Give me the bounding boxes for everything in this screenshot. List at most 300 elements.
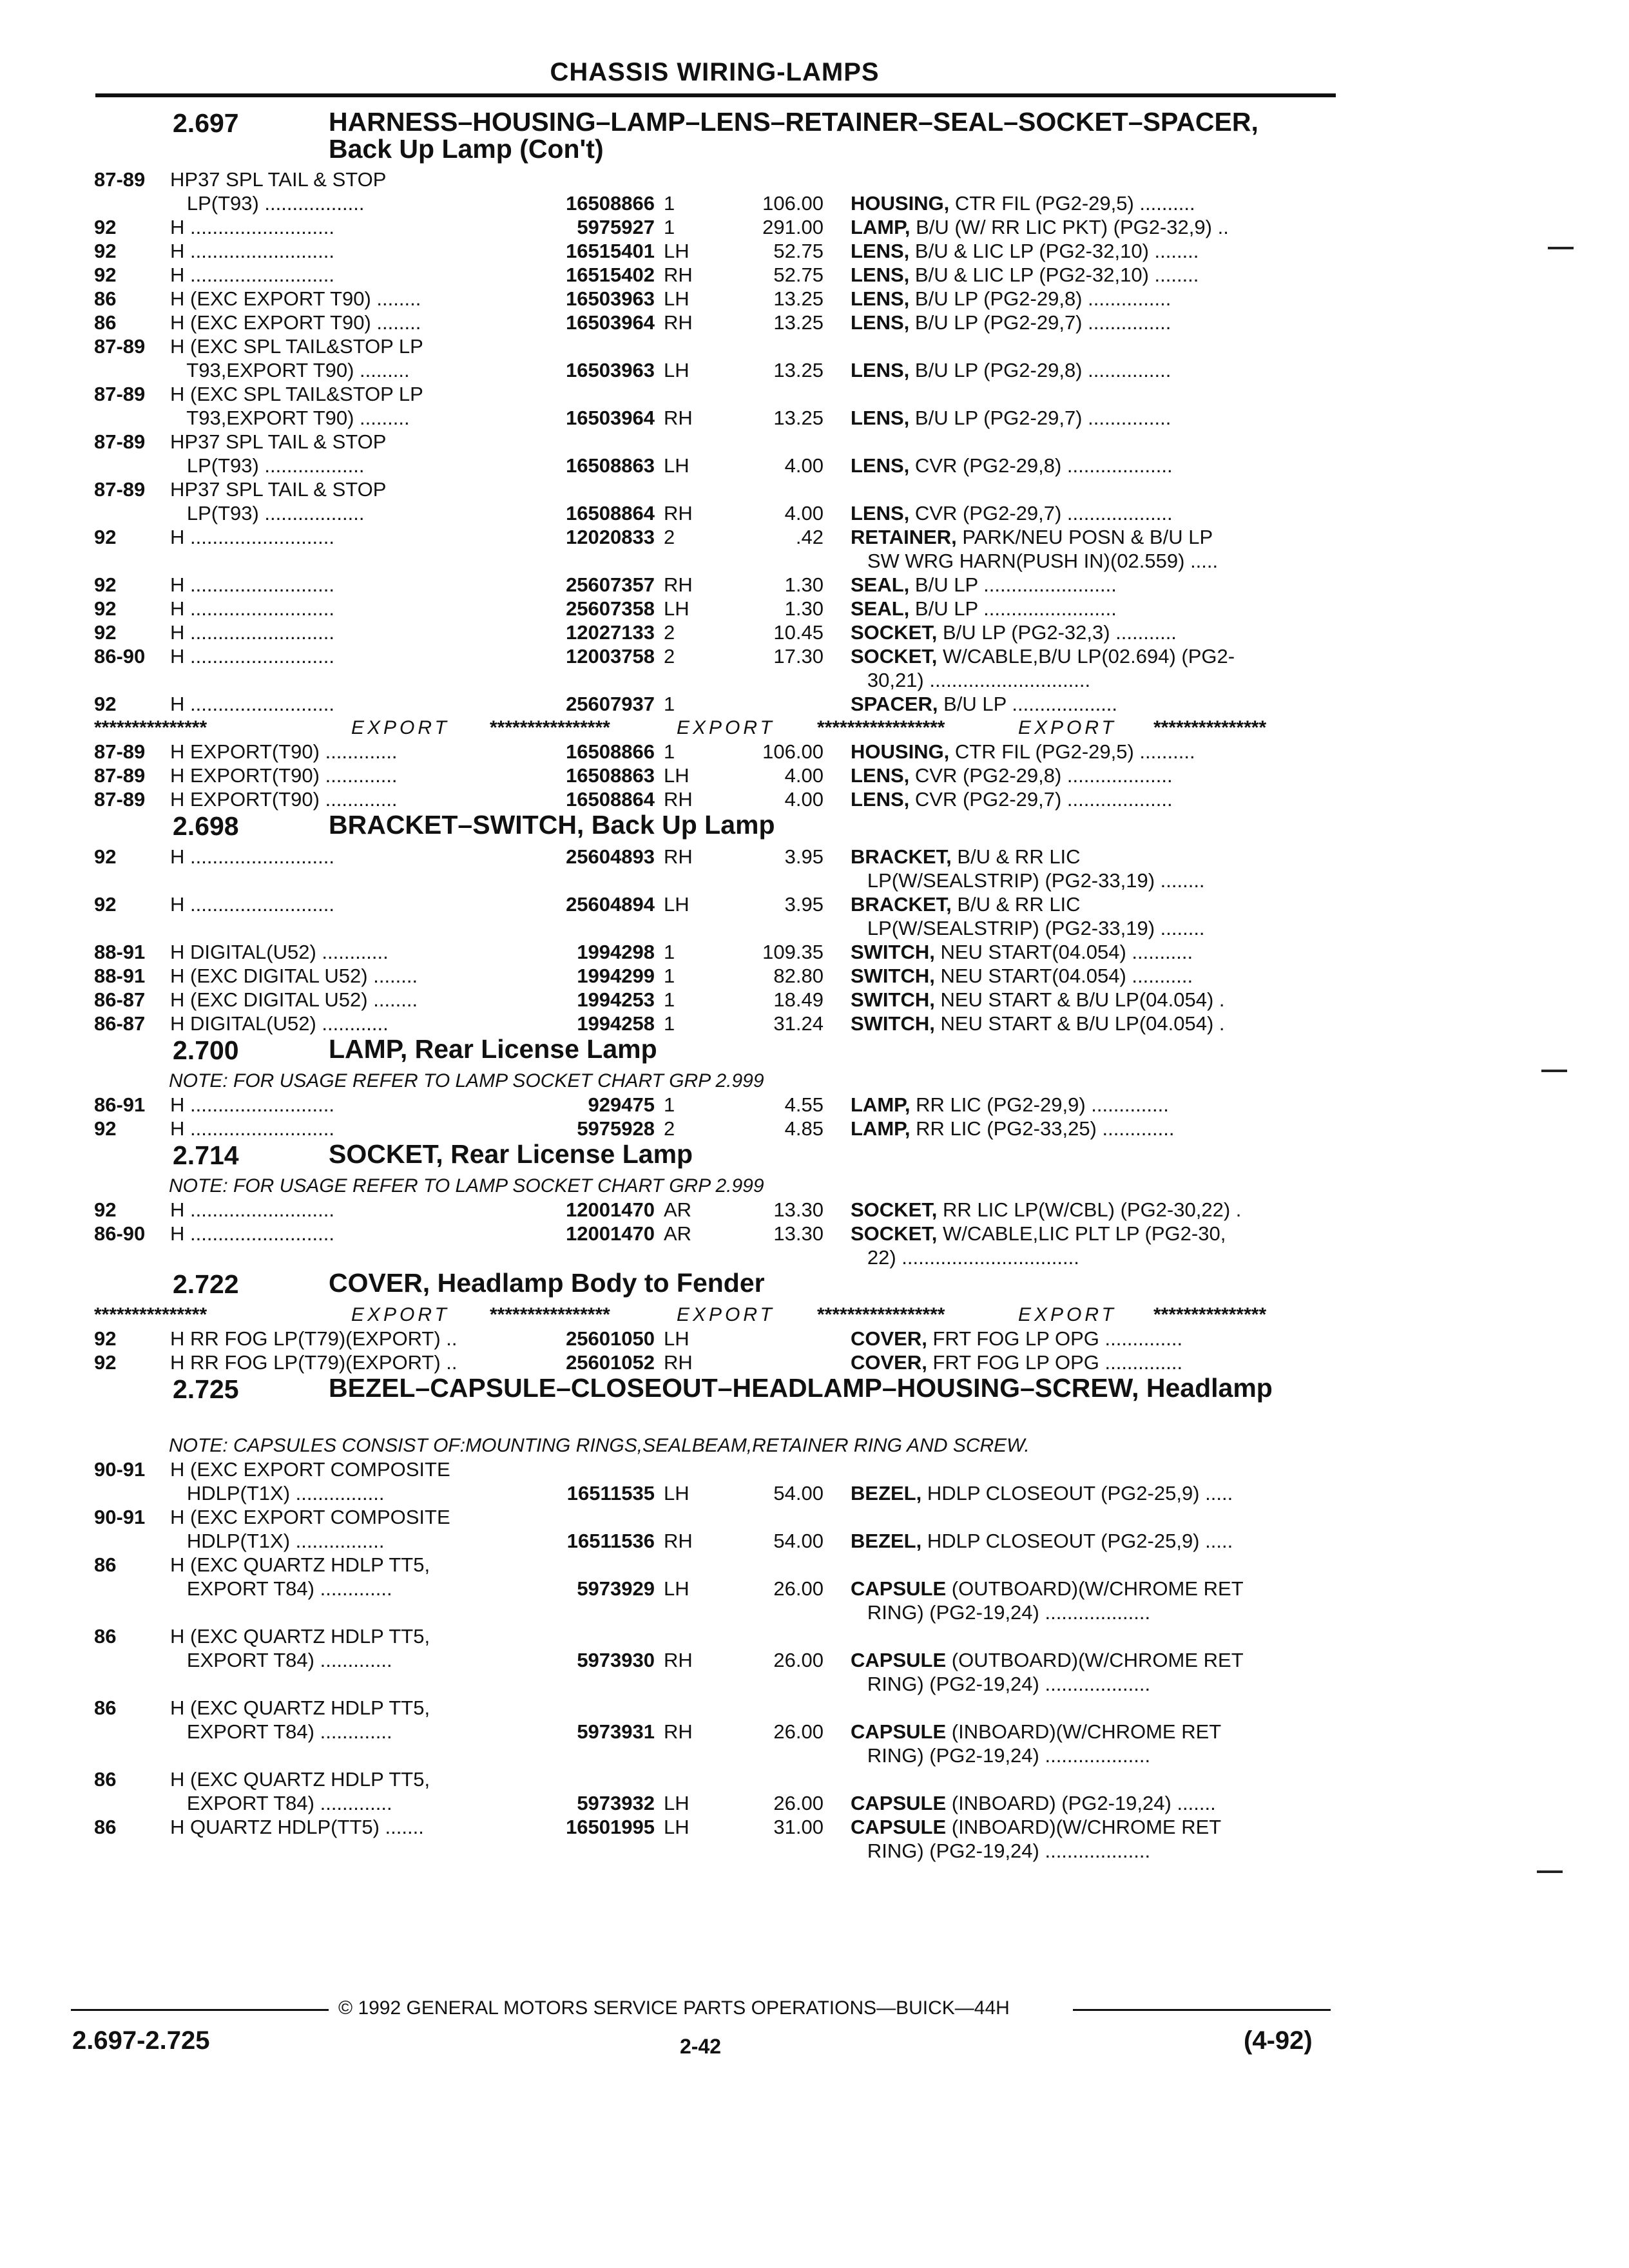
part-name-keyword: SWITCH, bbox=[851, 941, 935, 963]
quantity: 1 bbox=[664, 740, 675, 763]
model-years: 92 bbox=[94, 1198, 117, 1221]
part-row bbox=[0, 1117, 1629, 1140]
model-years: 92 bbox=[94, 240, 117, 262]
quantity: RH bbox=[664, 788, 693, 811]
part-name-detail: B/U (W/ RR LIC PKT) (PG2-32,9) .. bbox=[910, 216, 1229, 238]
part-row bbox=[0, 334, 1629, 382]
price: 1.30 bbox=[784, 597, 824, 620]
part-number: 1994253 bbox=[577, 988, 655, 1011]
part-name-detail: B/U LP (PG2-32,3) ........... bbox=[937, 621, 1177, 644]
part-name-detail: PARK/NEU POSN & B/U LP SW WRG HARN(PUSH IN)(02.559) ..... bbox=[867, 526, 1219, 572]
part-name-keyword: LAMP, bbox=[851, 1093, 911, 1116]
model-years: 86-91 bbox=[94, 1093, 146, 1116]
part-number: 16503963 bbox=[566, 359, 655, 381]
part-name-keyword: HOUSING, bbox=[851, 192, 950, 215]
part-name-detail: RR LIC (PG2-33,25) ............. bbox=[910, 1117, 1175, 1140]
price: 4.00 bbox=[784, 502, 824, 524]
part-number: 1994298 bbox=[577, 941, 655, 963]
part-row bbox=[0, 1350, 1629, 1374]
part-row bbox=[0, 764, 1629, 787]
model-years: 92 bbox=[94, 845, 117, 868]
part-name-detail: B/U LP (PG2-29,8) ............... bbox=[909, 359, 1171, 381]
part-name-keyword: LENS, bbox=[851, 264, 910, 286]
part-name-detail: (INBOARD) (PG2-19,24) ....... bbox=[946, 1792, 1216, 1814]
part-row bbox=[0, 525, 1629, 573]
price: 82.80 bbox=[773, 965, 824, 987]
usage-description: H EXPORT(T90) ............. bbox=[170, 764, 398, 787]
part-name-detail: W/CABLE,LIC PLT LP (PG2-30, 22) ................................ bbox=[867, 1222, 1226, 1269]
part-number: 5975928 bbox=[577, 1117, 655, 1140]
quantity: LH bbox=[664, 240, 689, 262]
part-name bbox=[851, 1198, 1327, 1222]
price: 26.00 bbox=[773, 1792, 824, 1814]
usage-description: H (EXC EXPORT COMPOSITE HDLP(T1X) ................ bbox=[170, 1458, 450, 1504]
part-name-detail: CVR (PG2-29,8) ................... bbox=[909, 454, 1173, 477]
usage-description: H .......................... bbox=[170, 1222, 334, 1245]
quantity: 1 bbox=[664, 988, 675, 1011]
part-name bbox=[851, 892, 1327, 940]
part-row bbox=[0, 573, 1629, 597]
part-row bbox=[0, 988, 1629, 1012]
part-name-keyword: LAMP, bbox=[851, 216, 911, 238]
part-name bbox=[851, 940, 1327, 964]
part-name-detail: NEU START & B/U LP(04.054) . bbox=[934, 988, 1225, 1011]
part-name-detail: B/U LP ........................ bbox=[909, 573, 1117, 596]
price: 1.30 bbox=[784, 573, 824, 596]
usage-description: H .......................... bbox=[170, 240, 334, 262]
part-name-detail: B/U & RR LIC LP(W/SEALSTRIP) (PG2-33,19) ........ bbox=[867, 893, 1205, 939]
part-name-keyword: CAPSULE bbox=[851, 1792, 947, 1814]
section-heading bbox=[0, 1374, 1629, 1434]
part-name-keyword: LAMP, bbox=[851, 1117, 911, 1140]
usage-description: H RR FOG LP(T79)(EXPORT) .. bbox=[170, 1351, 458, 1374]
part-number: 16508864 bbox=[566, 788, 655, 811]
part-number: 16511535 bbox=[566, 1482, 655, 1504]
part-name-keyword: SWITCH, bbox=[851, 965, 935, 987]
price: 54.00 bbox=[773, 1530, 824, 1552]
part-number: 12027133 bbox=[566, 621, 655, 644]
part-name-detail: RR LIC (PG2-29,9) .............. bbox=[910, 1093, 1169, 1116]
usage-note: NOTE: FOR USAGE REFER TO LAMP SOCKET CHART GRP 2.999 bbox=[169, 1070, 764, 1091]
model-years: 86-90 bbox=[94, 1222, 146, 1245]
part-name-keyword: SWITCH, bbox=[851, 988, 935, 1011]
part-number: 5975927 bbox=[577, 216, 655, 238]
footer-page-number: 2-42 bbox=[680, 2035, 722, 2058]
model-years: 90-91 bbox=[94, 1458, 146, 1481]
part-row bbox=[0, 740, 1629, 764]
part-number: 12020833 bbox=[566, 526, 655, 548]
quantity: RH bbox=[664, 1530, 693, 1552]
part-number: 25604894 bbox=[566, 893, 655, 916]
export-divider bbox=[0, 1303, 1629, 1327]
price: 13.30 bbox=[773, 1222, 824, 1245]
title-rule bbox=[95, 93, 1336, 97]
quantity: 1 bbox=[664, 693, 675, 715]
export-stars: **************** bbox=[490, 717, 610, 738]
part-name bbox=[851, 406, 1327, 430]
model-years: 86-87 bbox=[94, 1012, 146, 1035]
part-name-detail: NEU START(04.054) ........... bbox=[934, 941, 1193, 963]
model-years: 92 bbox=[94, 893, 117, 916]
model-years: 86 bbox=[94, 1553, 117, 1576]
part-name bbox=[851, 692, 1327, 716]
export-label: EXPORT bbox=[677, 717, 775, 738]
section-title: HARNESS–HOUSING–LAMP–LENS–RETAINER–SEAL–SOCKET–SPACER, Back Up Lamp (Con't) bbox=[329, 107, 1258, 164]
quantity: LH bbox=[664, 1327, 689, 1350]
usage-description: H .......................... bbox=[170, 1198, 334, 1221]
price: 18.49 bbox=[773, 988, 824, 1011]
model-years: 92 bbox=[94, 1117, 117, 1140]
part-row bbox=[0, 1198, 1629, 1222]
part-name bbox=[851, 573, 1327, 597]
part-name bbox=[851, 1012, 1327, 1035]
part-name-detail: CTR FIL (PG2-29,5) .......... bbox=[949, 740, 1195, 763]
section-heading bbox=[0, 1269, 1629, 1303]
model-years: 86-87 bbox=[94, 988, 146, 1011]
part-name bbox=[851, 501, 1327, 525]
export-stars: ***************** bbox=[817, 717, 945, 738]
part-row bbox=[0, 1222, 1629, 1269]
usage-description: HP37 SPL TAIL & STOP LP(T93) .................. bbox=[170, 478, 387, 524]
part-name bbox=[851, 1815, 1327, 1863]
part-row bbox=[0, 1815, 1629, 1863]
section-number: 2.714 bbox=[173, 1140, 239, 1170]
part-name bbox=[851, 215, 1327, 239]
section-title: SOCKET, Rear License Lamp bbox=[329, 1139, 693, 1169]
model-years: 90-91 bbox=[94, 1506, 146, 1528]
part-name-keyword: LENS, bbox=[851, 788, 910, 811]
quantity: RH bbox=[664, 573, 693, 596]
usage-description: HP37 SPL TAIL & STOP LP(T93) .................. bbox=[170, 430, 387, 477]
margin-mark bbox=[1541, 1070, 1567, 1072]
part-name-keyword: LENS, bbox=[851, 311, 910, 334]
part-name-keyword: CAPSULE bbox=[851, 1720, 947, 1743]
part-number: 16508863 bbox=[566, 454, 655, 477]
part-number: 5973930 bbox=[577, 1649, 655, 1671]
part-name-keyword: RETAINER, bbox=[851, 526, 957, 548]
part-number: 16503963 bbox=[566, 287, 655, 310]
part-name-keyword: LENS, bbox=[851, 502, 910, 524]
part-name-keyword: LENS, bbox=[851, 359, 910, 381]
quantity: RH bbox=[664, 264, 693, 286]
part-number: 25607357 bbox=[566, 573, 655, 596]
price: 13.30 bbox=[773, 1198, 824, 1221]
export-label: EXPORT bbox=[1018, 717, 1117, 738]
part-row bbox=[0, 239, 1629, 263]
quantity: 2 bbox=[664, 621, 675, 644]
part-name-detail: (INBOARD)(W/CHROME RET RING) (PG2-19,24) ................... bbox=[867, 1816, 1222, 1862]
part-name bbox=[851, 988, 1327, 1012]
part-name-keyword: COVER, bbox=[851, 1327, 927, 1350]
part-name-keyword: LENS, bbox=[851, 454, 910, 477]
model-years: 86 bbox=[94, 287, 117, 310]
part-row bbox=[0, 477, 1629, 525]
model-years: 86 bbox=[94, 1816, 117, 1838]
section-number: 2.725 bbox=[173, 1374, 239, 1404]
part-number: 16503964 bbox=[566, 407, 655, 429]
model-years: 88-91 bbox=[94, 965, 146, 987]
usage-description: HP37 SPL TAIL & STOP LP(T93) .................. bbox=[170, 168, 387, 215]
price: 3.95 bbox=[784, 845, 824, 868]
part-number: 25607358 bbox=[566, 597, 655, 620]
price: 4.85 bbox=[784, 1117, 824, 1140]
part-name-keyword: CAPSULE bbox=[851, 1577, 947, 1600]
usage-description: H .......................... bbox=[170, 693, 334, 715]
part-row bbox=[0, 215, 1629, 239]
section-title: BRACKET–SWITCH, Back Up Lamp bbox=[329, 810, 775, 840]
model-years: 87-89 bbox=[94, 383, 146, 405]
model-years: 92 bbox=[94, 1327, 117, 1350]
part-name-detail: B/U LP ................... bbox=[938, 693, 1118, 715]
model-years: 86 bbox=[94, 1696, 117, 1719]
part-row bbox=[0, 1767, 1629, 1815]
part-number: 1994299 bbox=[577, 965, 655, 987]
price: 4.55 bbox=[784, 1093, 824, 1116]
part-number: 929475 bbox=[588, 1093, 655, 1116]
usage-description: H (EXC DIGITAL U52) ........ bbox=[170, 965, 418, 987]
section-number: 2.722 bbox=[173, 1269, 239, 1299]
quantity: RH bbox=[664, 845, 693, 868]
part-name bbox=[851, 454, 1327, 477]
part-name bbox=[851, 311, 1327, 334]
part-number: 12003758 bbox=[566, 645, 655, 668]
part-name-keyword: HOUSING, bbox=[851, 740, 950, 763]
part-number: 5973932 bbox=[577, 1792, 655, 1814]
quantity: LH bbox=[664, 1482, 689, 1504]
usage-description: H RR FOG LP(T79)(EXPORT) .. bbox=[170, 1327, 458, 1350]
quantity: LH bbox=[664, 893, 689, 916]
part-number: 25601052 bbox=[566, 1351, 655, 1374]
section-heading bbox=[0, 1035, 1629, 1069]
part-name bbox=[851, 1222, 1327, 1269]
model-years: 87-89 bbox=[94, 478, 146, 501]
export-stars: *************** bbox=[1153, 717, 1267, 738]
usage-note: NOTE: FOR USAGE REFER TO LAMP SOCKET CHART GRP 2.999 bbox=[169, 1175, 764, 1196]
part-number: 16501995 bbox=[566, 1816, 655, 1838]
price: 106.00 bbox=[762, 740, 824, 763]
part-number: 16511536 bbox=[566, 1530, 655, 1552]
quantity: 2 bbox=[664, 645, 675, 668]
model-years: 92 bbox=[94, 597, 117, 620]
model-years: 87-89 bbox=[94, 168, 146, 191]
part-name-keyword: COVER, bbox=[851, 1351, 927, 1374]
usage-description: H (EXC EXPORT T90) ........ bbox=[170, 287, 421, 310]
quantity: RH bbox=[664, 1351, 693, 1374]
quantity: 1 bbox=[664, 1012, 675, 1035]
part-name-detail: B/U LP (PG2-29,7) ............... bbox=[909, 407, 1171, 429]
export-stars: *************** bbox=[1153, 1304, 1267, 1325]
part-name-detail: B/U LP ........................ bbox=[909, 597, 1117, 620]
part-name-detail: NEU START & B/U LP(04.054) . bbox=[934, 1012, 1225, 1035]
part-row bbox=[0, 692, 1629, 716]
quantity: LH bbox=[664, 597, 689, 620]
quantity: AR bbox=[664, 1222, 692, 1245]
section-title: COVER, Headlamp Body to Fender bbox=[329, 1268, 765, 1298]
part-name-detail: RR LIC LP(W/CBL) (PG2-30,22) . bbox=[937, 1198, 1242, 1221]
usage-description: H .......................... bbox=[170, 216, 334, 238]
usage-description: H QUARTZ HDLP(TT5) ....... bbox=[170, 1816, 424, 1838]
usage-description: H (EXC DIGITAL U52) ........ bbox=[170, 988, 418, 1011]
part-row bbox=[0, 263, 1629, 287]
export-label: EXPORT bbox=[677, 1304, 775, 1325]
price: 109.35 bbox=[762, 941, 824, 963]
part-name bbox=[851, 964, 1327, 988]
model-years: 92 bbox=[94, 264, 117, 286]
part-name bbox=[851, 787, 1327, 811]
usage-description: H (EXC QUARTZ HDLP TT5, EXPORT T84) ............. bbox=[170, 1553, 430, 1600]
quantity: RH bbox=[664, 407, 693, 429]
part-name-keyword: CAPSULE bbox=[851, 1649, 947, 1671]
quantity: LH bbox=[664, 1816, 689, 1838]
quantity: 1 bbox=[664, 1093, 675, 1116]
price: 4.00 bbox=[784, 764, 824, 787]
part-number: 16508866 bbox=[566, 192, 655, 215]
part-row bbox=[0, 964, 1629, 988]
part-name bbox=[851, 1720, 1327, 1767]
part-name-detail: B/U & LIC LP (PG2-32,10) ........ bbox=[909, 264, 1199, 286]
part-name-detail: CVR (PG2-29,7) ................... bbox=[909, 502, 1173, 524]
price: 17.30 bbox=[773, 645, 824, 668]
usage-description: H .......................... bbox=[170, 845, 334, 868]
quantity: 1 bbox=[664, 941, 675, 963]
part-name-keyword: BRACKET, bbox=[851, 893, 952, 916]
part-name-keyword: BEZEL, bbox=[851, 1530, 922, 1552]
part-name-detail: FRT FOG LP OPG .............. bbox=[927, 1351, 1183, 1374]
export-stars: **************** bbox=[490, 1304, 610, 1325]
part-number: 5973929 bbox=[577, 1577, 655, 1600]
price: 13.25 bbox=[773, 359, 824, 381]
part-name bbox=[851, 1791, 1327, 1815]
export-stars: *************** bbox=[94, 1304, 207, 1325]
export-label: EXPORT bbox=[351, 1304, 450, 1325]
part-number: 16508866 bbox=[566, 740, 655, 763]
part-number: 5973931 bbox=[577, 1720, 655, 1743]
section-heading bbox=[0, 108, 1629, 168]
part-row bbox=[0, 1553, 1629, 1624]
model-years: 92 bbox=[94, 693, 117, 715]
part-name-detail: FRT FOG LP OPG .............. bbox=[927, 1327, 1183, 1350]
price: 31.24 bbox=[773, 1012, 824, 1035]
model-years: 87-89 bbox=[94, 740, 146, 763]
part-name-keyword: SWITCH, bbox=[851, 1012, 935, 1035]
model-years: 86 bbox=[94, 1625, 117, 1648]
price: 106.00 bbox=[762, 192, 824, 215]
quantity: LH bbox=[664, 1792, 689, 1814]
part-number: 12001470 bbox=[566, 1222, 655, 1245]
part-number: 12001470 bbox=[566, 1198, 655, 1221]
part-row bbox=[0, 1505, 1629, 1553]
quantity: LH bbox=[664, 454, 689, 477]
part-name-detail: (INBOARD)(W/CHROME RET RING) (PG2-19,24) ................... bbox=[867, 1720, 1222, 1767]
section-number: 2.700 bbox=[173, 1035, 239, 1065]
part-row bbox=[0, 597, 1629, 620]
part-row bbox=[0, 940, 1629, 964]
section-title: BEZEL–CAPSULE–CLOSEOUT–HEADLAMP–HOUSING–SCREW, Headlamp bbox=[329, 1373, 1273, 1403]
part-number: 25601050 bbox=[566, 1327, 655, 1350]
part-row bbox=[0, 382, 1629, 430]
quantity: 2 bbox=[664, 526, 675, 548]
part-name bbox=[851, 358, 1327, 382]
price: 10.45 bbox=[773, 621, 824, 644]
part-name-detail: W/CABLE,B/U LP(02.694) (PG2- 30,21) ............................. bbox=[867, 645, 1235, 691]
usage-description: H (EXC QUARTZ HDLP TT5, EXPORT T84) ............. bbox=[170, 1696, 430, 1743]
part-name bbox=[851, 1093, 1327, 1117]
price: 31.00 bbox=[773, 1816, 824, 1838]
export-stars: ***************** bbox=[817, 1304, 945, 1325]
part-name-detail: HDLP CLOSEOUT (PG2-25,9) ..... bbox=[921, 1530, 1233, 1552]
price: 13.25 bbox=[773, 407, 824, 429]
usage-description: H (EXC SPL TAIL&STOP LP T93,EXPORT T90) ......... bbox=[170, 383, 423, 429]
price: 3.95 bbox=[784, 893, 824, 916]
footer-rule bbox=[71, 2009, 329, 2011]
part-name bbox=[851, 1577, 1327, 1624]
part-row bbox=[0, 1327, 1629, 1350]
quantity: LH bbox=[664, 764, 689, 787]
price: 4.00 bbox=[784, 788, 824, 811]
part-name-keyword: SOCKET, bbox=[851, 621, 938, 644]
price: 26.00 bbox=[773, 1577, 824, 1600]
part-name-keyword: SOCKET, bbox=[851, 645, 938, 668]
part-name-keyword: LENS, bbox=[851, 287, 910, 310]
part-name-detail: B/U LP (PG2-29,8) ............... bbox=[909, 287, 1171, 310]
section-number: 2.698 bbox=[173, 811, 239, 841]
footer-copyright: © 1992 GENERAL MOTORS SERVICE PARTS OPERATIONS—BUICK—44H bbox=[338, 1997, 1010, 2019]
part-name bbox=[851, 191, 1327, 215]
quantity: AR bbox=[664, 1198, 692, 1221]
part-row bbox=[0, 430, 1629, 477]
part-name bbox=[851, 644, 1327, 692]
part-name-detail: (OUTBOARD)(W/CHROME RET RING) (PG2-19,24) ................... bbox=[867, 1577, 1244, 1624]
part-name-keyword: SOCKET, bbox=[851, 1222, 938, 1245]
part-row bbox=[0, 1624, 1629, 1696]
quantity: RH bbox=[664, 1720, 693, 1743]
usage-description: H (EXC EXPORT T90) ........ bbox=[170, 311, 421, 334]
price: 26.00 bbox=[773, 1649, 824, 1671]
part-name bbox=[851, 740, 1327, 764]
model-years: 88-91 bbox=[94, 941, 146, 963]
part-name bbox=[851, 1481, 1327, 1505]
usage-description: H DIGITAL(U52) ............ bbox=[170, 1012, 389, 1035]
price: 4.00 bbox=[784, 454, 824, 477]
part-number: 16515401 bbox=[566, 240, 655, 262]
part-name-keyword: SOCKET, bbox=[851, 1198, 938, 1221]
price: 13.25 bbox=[773, 311, 824, 334]
quantity: RH bbox=[664, 1649, 693, 1671]
part-number: 16508864 bbox=[566, 502, 655, 524]
page-title: CHASSIS WIRING-LAMPS bbox=[550, 58, 880, 86]
part-name bbox=[851, 845, 1327, 892]
quantity: 2 bbox=[664, 1117, 675, 1140]
parts-list bbox=[0, 108, 1629, 1863]
footer-rule bbox=[1073, 2009, 1331, 2011]
price: 54.00 bbox=[773, 1482, 824, 1504]
price: 291.00 bbox=[762, 216, 824, 238]
part-number: 25604893 bbox=[566, 845, 655, 868]
model-years: 92 bbox=[94, 1351, 117, 1374]
quantity: 1 bbox=[664, 216, 675, 238]
part-name bbox=[851, 1327, 1327, 1350]
part-name bbox=[851, 263, 1327, 287]
usage-description: H (EXC SPL TAIL&STOP LP T93,EXPORT T90) ......... bbox=[170, 335, 423, 381]
part-row bbox=[0, 845, 1629, 892]
model-years: 87-89 bbox=[94, 764, 146, 787]
usage-description: H EXPORT(T90) ............. bbox=[170, 740, 398, 763]
part-name bbox=[851, 1350, 1327, 1374]
part-row bbox=[0, 1012, 1629, 1035]
part-row bbox=[0, 620, 1629, 644]
usage-description: H (EXC QUARTZ HDLP TT5, EXPORT T84) ............. bbox=[170, 1625, 430, 1671]
part-name-keyword: SEAL, bbox=[851, 573, 910, 596]
